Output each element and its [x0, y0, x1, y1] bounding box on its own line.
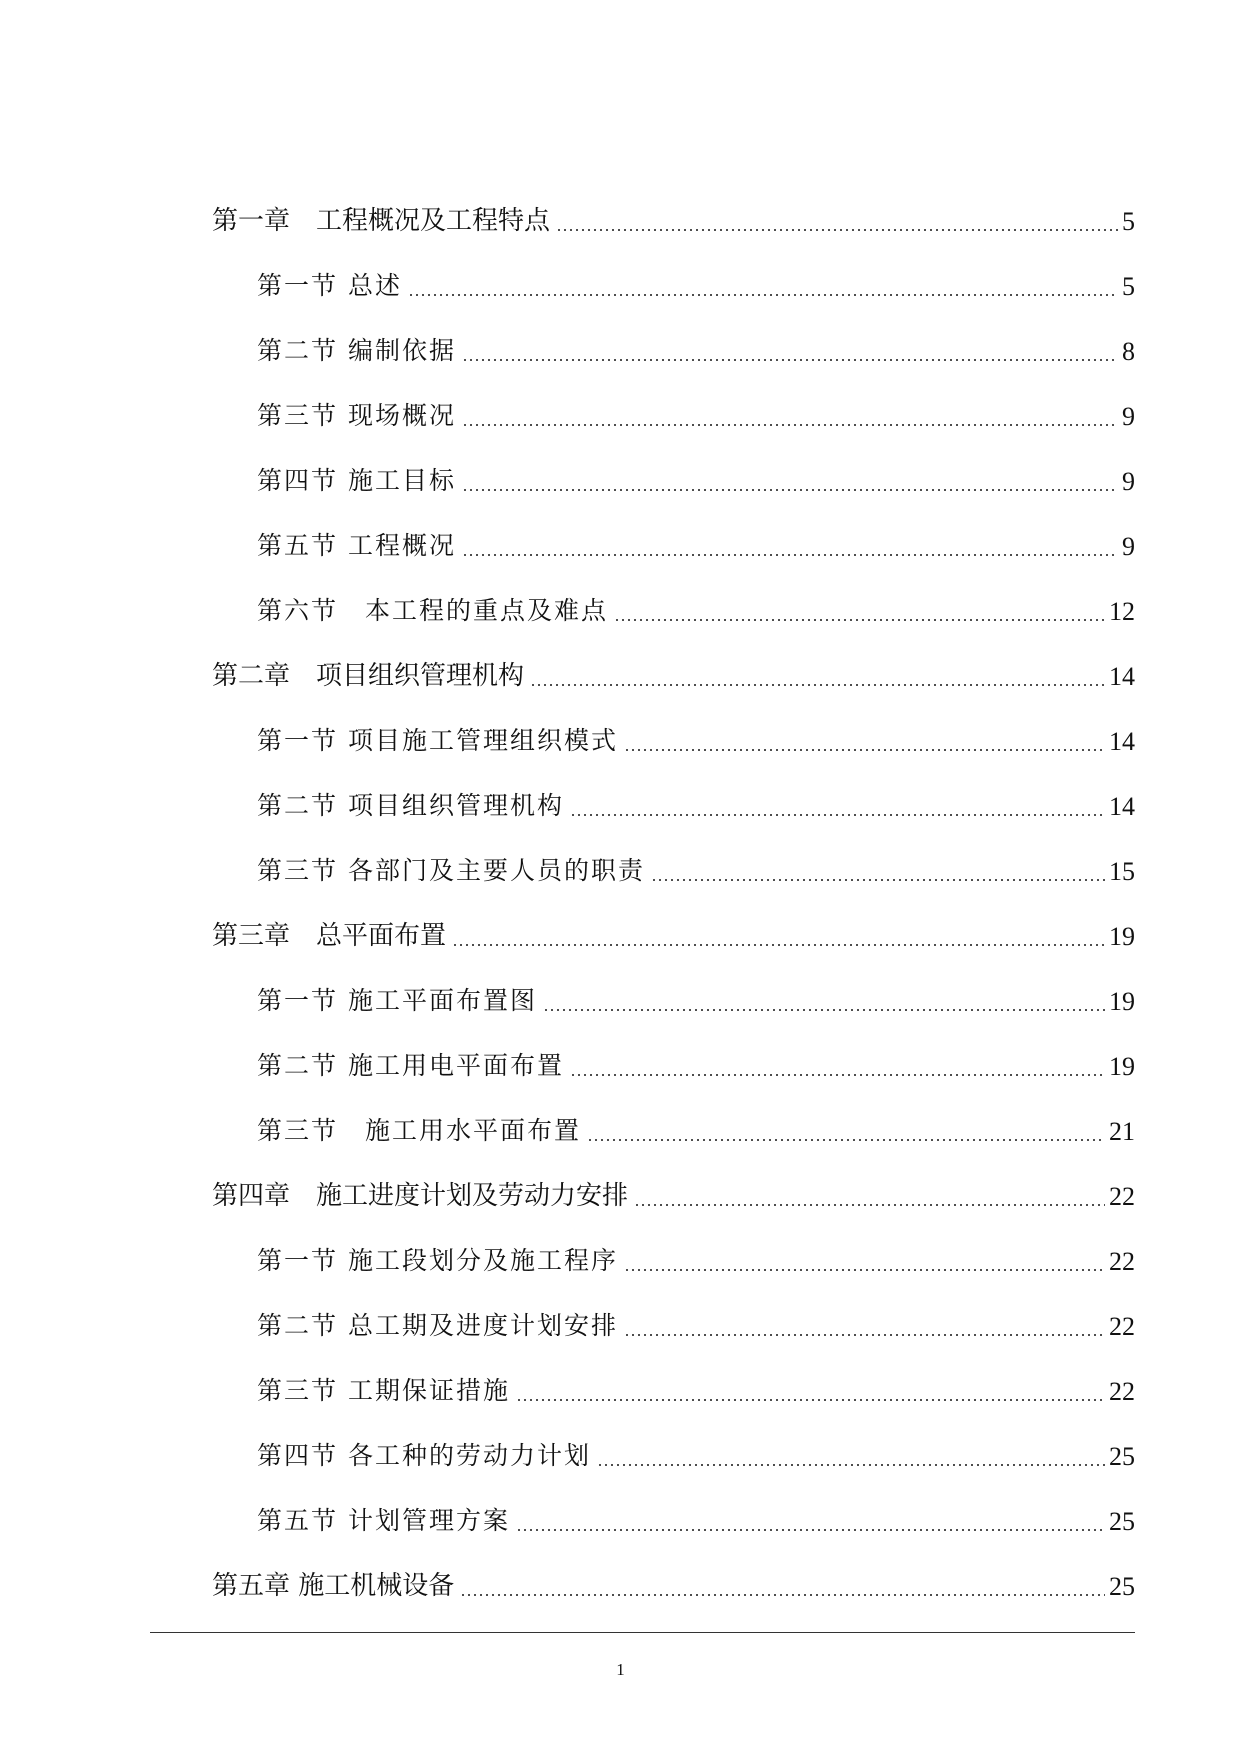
toc-entry-title: 第三章 总平面布置 [212, 921, 447, 951]
toc-section-entry [212, 1485, 1135, 1550]
toc-section-entry [212, 1225, 1135, 1290]
dot-leader [624, 749, 1105, 751]
dot-leader [597, 1464, 1105, 1466]
toc-chapter-entry [212, 185, 1135, 250]
toc-section-entry [212, 965, 1135, 1030]
toc-section-entry [212, 1420, 1135, 1485]
toc-page-number: 21 [1109, 1117, 1135, 1146]
toc-entry-title: 第一节 施工平面布置图 [257, 986, 537, 1015]
toc-page-number: 22 [1109, 1247, 1135, 1276]
toc-section-entry [212, 445, 1135, 510]
toc-page-number: 25 [1109, 1507, 1135, 1536]
toc-section-entry [212, 835, 1135, 900]
dot-leader [624, 1334, 1105, 1336]
toc-section-entry [212, 315, 1135, 380]
toc-page-number: 19 [1109, 1052, 1135, 1081]
toc-section-entry [212, 770, 1135, 835]
toc-page-number: 9 [1122, 467, 1135, 496]
toc-entry-title: 第一节 项目施工管理组织模式 [257, 726, 618, 755]
toc-entry-title: 第一节 施工段划分及施工程序 [257, 1246, 618, 1275]
dot-leader [530, 684, 1105, 686]
toc-chapter-entry [212, 1550, 1135, 1615]
toc-entry-title: 第三节 工期保证措施 [257, 1376, 510, 1405]
toc-entry-title: 第四章 施工进度计划及劳动力安排 [212, 1181, 629, 1211]
toc-page-number: 9 [1122, 532, 1135, 561]
toc-entry-title: 第五节 工程概况 [257, 531, 456, 560]
toc-page-number: 5 [1122, 207, 1135, 236]
dot-leader [634, 1204, 1105, 1206]
toc-entry-title: 第一章 工程概况及工程特点 [212, 206, 551, 236]
toc-entry-title: 第五章 施工机械设备 [212, 1571, 455, 1601]
toc-chapter-entry [212, 1160, 1135, 1225]
toc-page-number: 19 [1109, 987, 1135, 1016]
toc-entry-title: 第五节 计划管理方案 [257, 1506, 510, 1535]
toc-page-number: 25 [1109, 1572, 1135, 1601]
dot-leader [587, 1139, 1105, 1141]
toc-section-entry [212, 1355, 1135, 1420]
toc-entry-title: 第二节 总工期及进度计划安排 [257, 1311, 618, 1340]
toc-entry-title: 第一节 总述 [257, 271, 402, 300]
dot-leader [543, 1009, 1105, 1011]
dot-leader [651, 879, 1105, 881]
page-number: 1 [616, 1660, 625, 1679]
toc-page-number: 22 [1109, 1377, 1135, 1406]
toc-entry-title: 第四节 各工种的劳动力计划 [257, 1441, 591, 1470]
toc-page-number: 14 [1109, 792, 1135, 821]
toc-section-entry [212, 380, 1135, 445]
toc-page-number: 19 [1109, 922, 1135, 951]
toc-entry-title: 第三节 各部门及主要人员的职责 [257, 856, 645, 885]
toc-entry-title: 第二章 项目组织管理机构 [212, 661, 525, 691]
dot-leader [570, 1074, 1105, 1076]
toc-chapter-entry [212, 900, 1135, 965]
dot-leader [570, 814, 1105, 816]
toc-entry-title: 第六节 本工程的重点及难点 [257, 596, 609, 625]
toc-page-number: 25 [1109, 1442, 1135, 1471]
toc-page-number: 5 [1122, 272, 1135, 301]
toc-page-number: 22 [1109, 1182, 1135, 1211]
dot-leader [408, 294, 1118, 296]
table-of-contents [212, 185, 1135, 1615]
toc-entry-title: 第四节 施工目标 [257, 466, 456, 495]
toc-page-number: 22 [1109, 1312, 1135, 1341]
dot-leader [460, 1594, 1105, 1596]
toc-section-entry [212, 575, 1135, 640]
dot-leader [462, 424, 1118, 426]
toc-section-entry [212, 250, 1135, 315]
toc-section-entry [212, 1095, 1135, 1160]
toc-chapter-entry [212, 640, 1135, 705]
toc-section-entry [212, 1290, 1135, 1355]
toc-page-number: 15 [1109, 857, 1135, 886]
toc-page-number: 14 [1109, 662, 1135, 691]
dot-leader [556, 229, 1118, 231]
toc-page-number: 14 [1109, 727, 1135, 756]
dot-leader [614, 619, 1105, 621]
toc-entry-title: 第三节 现场概况 [257, 401, 456, 430]
toc-entry-title: 第二节 施工用电平面布置 [257, 1051, 564, 1080]
dot-leader [462, 554, 1118, 556]
footer-divider [150, 1632, 1135, 1633]
toc-page-number: 8 [1122, 337, 1135, 366]
dot-leader [624, 1269, 1105, 1271]
toc-entry-title: 第三节 施工用水平面布置 [257, 1116, 582, 1145]
toc-section-entry [212, 705, 1135, 770]
dot-leader [462, 359, 1118, 361]
dot-leader [462, 489, 1118, 491]
toc-section-entry [212, 1030, 1135, 1095]
toc-entry-title: 第二节 项目组织管理机构 [257, 791, 564, 820]
dot-leader [516, 1529, 1105, 1531]
toc-section-entry [212, 510, 1135, 575]
dot-leader [516, 1399, 1105, 1401]
toc-page-number: 12 [1109, 597, 1135, 626]
toc-entry-title: 第二节 编制依据 [257, 336, 456, 365]
toc-page-number: 9 [1122, 402, 1135, 431]
dot-leader [452, 944, 1105, 946]
